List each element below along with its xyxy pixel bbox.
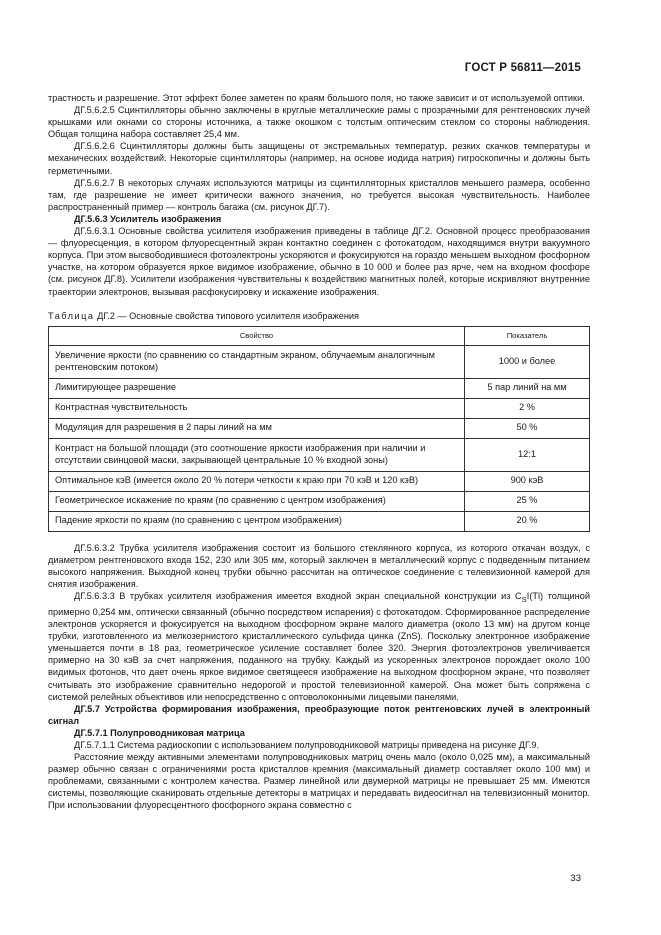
- page-number: 33: [570, 873, 581, 884]
- paragraph-5-6-3-3: [48, 590, 590, 703]
- subscript-s: S: [521, 594, 527, 604]
- paragraph-5-6-2-5: ДГ.5.6.2.5 Сцинтилляторы обычно заключены в круглые металлические рамы с прозрачными для рентгеновских лучей крышками или окнами со стороны источника, а также окошком с толстым оптическим стеклом со стороны наблюдения. Общая толщина набора составляет 25,4 мм.: [48, 105, 590, 140]
- column-header-property: Свойство: [49, 326, 465, 345]
- cell-property: Лимитирующее разрешение: [49, 378, 465, 398]
- table-row: [49, 378, 590, 398]
- cell-value: 2 %: [465, 398, 590, 418]
- column-header-value: Показатель: [465, 326, 590, 345]
- paragraph-5-6-3-2: ДГ.5.6.3.2 Трубка усилителя изображения состоит из большого стеклянного корпуса, из которого откачан воздух, с диаметром рентгеновского входа 152, 230 или 305 мм, который заключен в металлический корпус с подведенным питанием высокого напряжения. Выходной конец трубки обычно рассчитан на оптическое соединение с телевизионной камерой для снятия изображения.: [48, 542, 590, 589]
- standard-designation: ГОСТ Р 56811—2015: [464, 62, 581, 74]
- cell-value: 12:1: [465, 438, 590, 471]
- cell-property: Модуляция для разрешения в 2 пары линий на мм: [49, 418, 465, 438]
- paragraph-5-6-3-1: ДГ.5.6.3.1 Основные свойства усилителя изображения приведены в таблице ДГ.2. Основной процесс преобразования — флуоресценция, в котором флуоресцентный экран контактно соединен с фотокатодом, находящимся внутри вакуумного корпуса. При этом высвободившиеся фотоэлектроны ускоряются и фокусируются на гораздо меньшем выходном фосфорном участке, на котором образуется яркое видимое изображение, обычно в 10 000 и более раз ярче, чем на входном фосфоре (см. рисунок ДГ.8). Усилители изображения чувствительны к воздействию магнитных полей, которые искривляют внутренние траектории электронов, вызывая расфокусировку и искажение изображения.: [48, 226, 590, 297]
- paragraph-5-7-1-1-cont: Расстояние между активными элементами полупроводниковых матриц очень мало (около 0,025 мм), а максимальный размер обычно связан с ограничениями роста кристаллов кремния (максимальный диаметр составляет около 100 мм) и проблемами, связанными с контролем качества. Размер линейной или двумерной матрицы не превышает 25 мм. Имеются системы, позволяющие сканировать отдельные детекторы в матрицах и передавать видеосигнал на телевизионный монитор. При использовании флуоресцентного фосфорного экрана совместно с: [48, 752, 590, 811]
- page-body: [48, 92, 590, 812]
- paragraph-5-6-3-3-rest: I(Tl) толщиной примерно 0,254 мм, оптически связанный (обычно посредством испарения) с фотокатодом. Сформированное распределение электронов ускоряется и фокусируется на выходном фосфорном экране малого диаметра (около 13 мм) на другом конце трубки, изготовленного из мелкозернистого кристаллического сульфида цинка (ZnS). Поскольку электронное изображение уменьшается почти в 18 раз, геометрическое усиление составляет более 320. Энергия фотоэлектронов увеличивается примерно на 30 кэВ за счет напряжения, поданного на трубку. Каждый из ускоренных электронов порождает около 100 видимых фотонов, что дает очень яркое видимое светящееся изображение на выходном фосфорном экране, что позволяет считывать это изображение сравнительно недорогой и простой телевизионной камерой. Она может быть сопряжена с системой релейных объективов или непосредственно с оптоволоконными лицевыми панелями.: [48, 591, 590, 702]
- table-row: [49, 418, 590, 438]
- cell-property: Геометрическое искажение по краям (по сравнению с центром изображения): [49, 491, 465, 511]
- cell-value: 1000 и более: [465, 345, 590, 378]
- cell-value: 900 кэВ: [465, 471, 590, 491]
- cell-value: 25 %: [465, 491, 590, 511]
- cell-property: Оптимальное кэВ (имеется около 20 % потери четкости к краю при 70 кэВ и 120 кэВ): [49, 471, 465, 491]
- table-caption-word: Таблица: [48, 310, 95, 321]
- table-row: [49, 438, 590, 471]
- properties-table: [48, 326, 590, 532]
- paragraph-5-7-1-1: ДГ.5.7.1.1 Система радиоскопии с использованием полупроводниковой матрицы приведена на рисунке ДГ.9.: [74, 740, 540, 751]
- cell-value: 50 %: [465, 418, 590, 438]
- heading-5-7-1: ДГ.5.7.1 Полупроводниковая матрица: [74, 727, 245, 738]
- table-row: [49, 471, 590, 491]
- cell-value: 5 пар линий на мм: [465, 378, 590, 398]
- table-row: [49, 345, 590, 378]
- table-row: [49, 398, 590, 418]
- paragraph-5-6-2-6: ДГ.5.6.2.6 Сцинтилляторы должны быть защищены от экстремальных температур, резких скачков температуры и механических воздействий. Некоторые сцинтилляторы (например, на основе иодида натрия) гигроскопичны и должны быть герметичными.: [48, 141, 590, 176]
- cell-property: Увеличение яркости (по сравнению со стандартным экраном, облучаемым аналогичным рентгеновским потоком): [49, 345, 465, 378]
- table-caption-text: ДГ.2 — Основные свойства типового усилителя изображения: [97, 310, 360, 321]
- cell-value: 20 %: [465, 511, 590, 531]
- heading-5-7: ДГ.5.7 Устройства формирования изображения, преобразующие поток рентгеновских лучей в электронный сигнал: [48, 703, 590, 726]
- table-row: [49, 491, 590, 511]
- paragraph-5-6-2-7: ДГ.5.6.2.7 В некоторых случаях используются матрицы из сцинтилляторных кристаллов меньшего размера, особенно там, где разрешение не имеет критически важного значения, но требуется высокая чувствительность. Наиболее распространенный пример — контроль багажа (см. рисунок ДГ.7).: [48, 177, 590, 212]
- table-row: [49, 511, 590, 531]
- cell-property: Падение яркости по краям (по сравнению с центром изображения): [49, 511, 465, 531]
- paragraph-5-6-3-3-start: ДГ.5.6.3.3 В трубках усилителя изображения имеется входной экран специальной конструкции из C: [74, 591, 522, 602]
- cell-property: Контрастная чувствительность: [49, 398, 465, 418]
- cell-property: Контраст на большой площади (это соотношение яркости изображения при наличии и отсутствии свинцовой маски, закрывающей центральные 10 % входной зоны): [49, 438, 465, 471]
- table-caption: [48, 310, 590, 322]
- heading-5-6-3: ДГ.5.6.3 Усилитель изображения: [74, 213, 222, 224]
- paragraph-continuation: трастность и разрешение. Этот эффект более заметен по краям большого поля, но также зависит и от используемой оптики.: [48, 93, 585, 103]
